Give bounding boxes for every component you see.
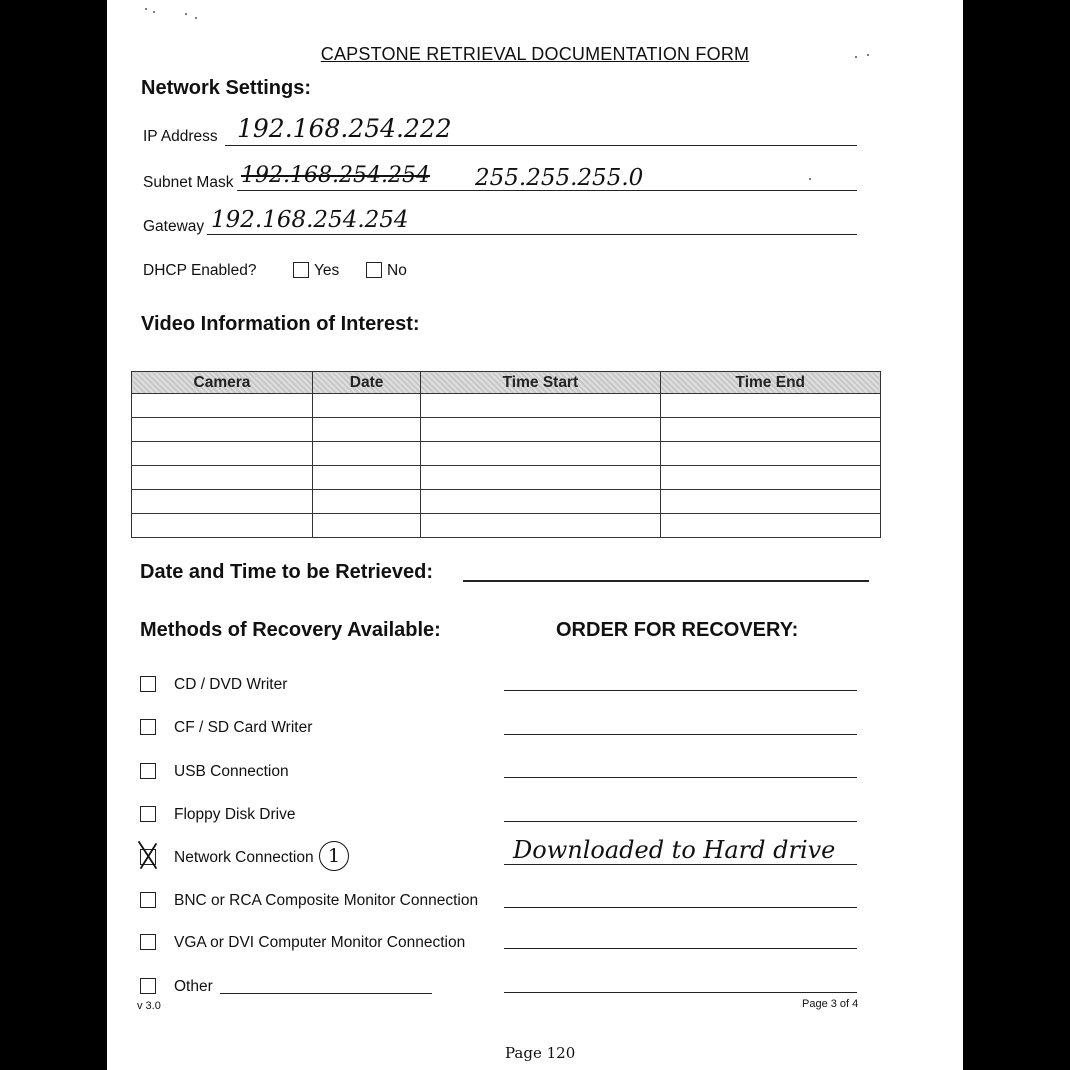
- order-line-bnc-rca[interactable]: [504, 907, 857, 908]
- scan-edge-mark: [920, 344, 930, 345]
- table-cell[interactable]: [312, 442, 420, 466]
- methods-heading: Methods of Recovery Available:: [140, 619, 441, 641]
- order-line-other[interactable]: [504, 992, 857, 993]
- table-cell[interactable]: [421, 490, 660, 514]
- column-header-date: Date: [312, 372, 420, 394]
- dhcp-label: DHCP Enabled?: [143, 262, 257, 279]
- form-page: [107, 0, 963, 1070]
- table-cell[interactable]: [421, 514, 660, 538]
- dhcp-yes-checkbox[interactable]: [293, 262, 309, 278]
- circled-order-number: 1: [319, 841, 349, 871]
- other-specify-line[interactable]: [220, 993, 432, 994]
- method-label-floppy: Floppy Disk Drive: [174, 806, 296, 823]
- column-header-time-start: Time Start: [421, 372, 660, 394]
- video-info-heading: Video Information of Interest:: [141, 313, 420, 335]
- network-settings-heading: Network Settings:: [141, 77, 312, 99]
- table-cell[interactable]: [660, 394, 880, 418]
- order-line-network[interactable]: [504, 864, 857, 865]
- table-cell[interactable]: [132, 394, 313, 418]
- column-header-time-end: Time End: [660, 372, 880, 394]
- subnet-mask-struck-value: 192.168.254.254: [241, 163, 430, 188]
- table-cell[interactable]: [660, 514, 880, 538]
- table-row: [132, 490, 881, 514]
- ip-address-line: [225, 145, 857, 146]
- dhcp-no-label: No: [387, 262, 407, 279]
- order-line-cf-sd[interactable]: [504, 734, 857, 735]
- table-cell[interactable]: [132, 442, 313, 466]
- method-checkbox-bnc-rca[interactable]: [140, 892, 156, 908]
- order-line-vga-dvi[interactable]: [504, 948, 857, 949]
- page-stamp: Page 120: [505, 1044, 576, 1062]
- table-cell[interactable]: [132, 466, 313, 490]
- column-header-camera: Camera: [132, 372, 313, 394]
- table-cell[interactable]: [660, 442, 880, 466]
- order-line-cd-dvd[interactable]: [504, 690, 857, 691]
- table-cell[interactable]: [312, 394, 420, 418]
- retrieve-datetime-line[interactable]: [463, 580, 869, 582]
- table-cell[interactable]: [660, 490, 880, 514]
- retrieve-datetime-label: Date and Time to be Retrieved:: [140, 561, 434, 583]
- method-label-cd-dvd: CD / DVD Writer: [174, 676, 288, 693]
- table-row: [132, 394, 881, 418]
- gateway-value[interactable]: 192.168.254.254: [211, 207, 409, 233]
- form-version: v 3.0: [137, 1000, 161, 1012]
- dhcp-no-checkbox[interactable]: [366, 262, 382, 278]
- table-cell[interactable]: [660, 418, 880, 442]
- method-label-cf-sd: CF / SD Card Writer: [174, 719, 313, 736]
- method-label-other: Other: [174, 978, 213, 995]
- order-line-floppy[interactable]: [504, 821, 857, 822]
- table-cell[interactable]: [312, 514, 420, 538]
- scan-speck: [195, 17, 197, 19]
- page-of-label: Page 3 of 4: [802, 998, 859, 1010]
- form-title: CAPSTONE RETRIEVAL DOCUMENTATION FORM: [320, 44, 750, 64]
- method-label-bnc-rca: BNC or RCA Composite Monitor Connection: [174, 892, 479, 909]
- table-cell[interactable]: [312, 418, 420, 442]
- subnet-mask-value[interactable]: 255.255.255.0: [475, 165, 644, 191]
- gateway-label: Gateway: [143, 218, 205, 235]
- table-row: [132, 418, 881, 442]
- dhcp-yes-label: Yes: [314, 262, 340, 279]
- ip-address-value[interactable]: 192.168.254.222: [237, 114, 452, 143]
- table-cell[interactable]: [312, 490, 420, 514]
- method-checkbox-other[interactable]: [140, 978, 156, 994]
- table-cell[interactable]: [660, 466, 880, 490]
- order-heading: ORDER FOR RECOVERY:: [556, 619, 799, 641]
- table-row: [132, 514, 881, 538]
- order-value-network[interactable]: Downloaded to Hard drive: [513, 836, 836, 864]
- scan-speck: [145, 8, 147, 10]
- table-cell[interactable]: [132, 490, 313, 514]
- table-cell[interactable]: [421, 418, 660, 442]
- method-label-usb: USB Connection: [174, 763, 289, 780]
- method-label-vga-dvi: VGA or DVI Computer Monitor Connection: [174, 934, 466, 951]
- table-cell[interactable]: [132, 514, 313, 538]
- checkmark-x-icon: [136, 838, 160, 872]
- table-cell[interactable]: [132, 418, 313, 442]
- ip-address-label: IP Address: [143, 128, 218, 145]
- table-cell[interactable]: [421, 442, 660, 466]
- method-checkbox-usb[interactable]: [140, 763, 156, 779]
- method-checkbox-cd-dvd[interactable]: [140, 676, 156, 692]
- scan-edge-mark: [920, 112, 930, 113]
- table-cell[interactable]: [421, 394, 660, 418]
- table-cell[interactable]: [312, 466, 420, 490]
- scan-speck: [185, 13, 187, 15]
- subnet-mask-label: Subnet Mask: [143, 174, 234, 191]
- scan-speck: [809, 178, 811, 180]
- method-checkbox-cf-sd[interactable]: [140, 719, 156, 735]
- method-checkbox-vga-dvi[interactable]: [140, 934, 156, 950]
- order-line-usb[interactable]: [504, 777, 857, 778]
- table-row: [132, 466, 881, 490]
- method-checkbox-floppy[interactable]: [140, 806, 156, 822]
- gateway-line: [207, 234, 857, 235]
- video-info-table: [131, 371, 881, 538]
- scan-speck: [153, 11, 155, 13]
- table-row: [132, 442, 881, 466]
- method-label-network: Network Connection: [174, 849, 314, 866]
- table-cell[interactable]: [421, 466, 660, 490]
